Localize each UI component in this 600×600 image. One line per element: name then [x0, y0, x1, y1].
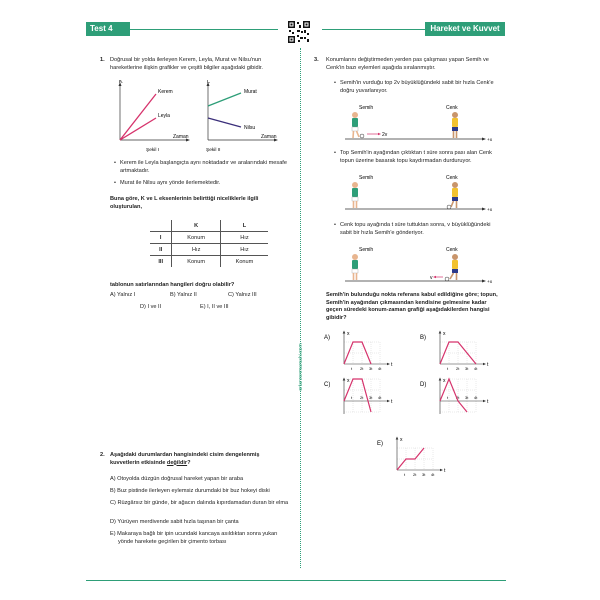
scene-1 — [345, 102, 495, 144]
tick-label: 3t — [465, 366, 469, 371]
scene1-cenk-label: Cenk — [446, 105, 458, 111]
answer-graph-a[interactable] — [322, 330, 402, 374]
q1-ask: tablonun satırlarından hangileri doğru olabilir? — [110, 282, 235, 288]
q1-bullet-2-text: Murat ile Nilsu aynı yönde ilerlemektedir. — [120, 180, 221, 186]
q3-bullet-2: • Top Semih'in ayağından çıktıktan t süre sonra pası alan Cenk topun üzerine basarak topu kaydırmadan durduruyor. — [334, 150, 492, 164]
answer-graph-c[interactable] — [322, 377, 402, 421]
q1-option-d[interactable]: D) I ve II — [140, 304, 162, 310]
ball-icon — [360, 134, 364, 138]
tick-label: 2t — [360, 395, 364, 400]
q2-question-end: ? — [187, 459, 191, 466]
table-row-label: II — [150, 244, 172, 256]
answer-graph-d[interactable] — [418, 377, 498, 421]
y-axis-label: x — [400, 437, 403, 443]
q2-question-emphasis: değildir — [166, 459, 188, 466]
tick-label: t — [351, 366, 353, 371]
tick-label: 4t — [431, 472, 435, 477]
test-label: Test 4 — [90, 24, 113, 33]
q1-bullet-2: • Murat ile Nilsu aynı yönde ilerlemektedir. — [114, 180, 221, 186]
y-axis-label: x — [347, 331, 350, 337]
tick-label: 3t — [465, 395, 469, 400]
tick-label: t — [447, 366, 449, 371]
table-row — [150, 220, 268, 232]
tick-label: t — [404, 472, 406, 477]
x-axis-label: t — [444, 468, 446, 474]
q2-option-a[interactable]: A) Otoyolda düzgün doğrusal hareket yapan bir araba — [110, 476, 244, 482]
table-cell — [150, 220, 172, 232]
q1-option-b[interactable]: B) Yalnız II — [170, 292, 197, 298]
cenk-player-icon — [451, 182, 458, 208]
table-row — [150, 244, 268, 256]
answer-graph-e[interactable] — [375, 436, 455, 480]
q3-intro: Konumlarını değiştirmeden yerden pas çalışması yapan Semih ve Cenk'in bazı eylemleri aşağıda sıralanmıştır. — [326, 57, 489, 71]
answer-graph-label: D) — [420, 382, 427, 388]
scene-2 — [345, 172, 495, 214]
table-header: K — [172, 220, 221, 232]
answer-graph-label: C) — [324, 382, 331, 388]
q1-intro: Doğrusal bir yolda ilerleyen Kerem, Leyla, Murat ve Nilsu'nun hareketlerine ilişkin grafikler ve çeşitli bilgiler aşağıdaki gibidir. — [110, 57, 263, 71]
graph2-line2-label: Nilsu — [244, 125, 256, 131]
graph2-y-label: L — [207, 80, 211, 85]
x-axis-arrow — [483, 400, 486, 403]
q1-bullet-1: • Kerem ile Leyla başlangıçta aynı noktadadır ve aralarındaki mesafe artmaktadır. — [114, 160, 287, 174]
cenk-player-icon — [450, 254, 458, 280]
tick-label: 4t — [378, 366, 382, 371]
graph2-caption: Şekil II — [206, 148, 221, 153]
q2-option-e[interactable]: E) Makaraya bağlı bir ipin ucundaki kancaya asıldıktan sonra yukarı yönde harekete geçirilen bir çimento torbası — [110, 531, 278, 545]
topic-label: Hareket ve Kuvvet — [430, 24, 500, 33]
q3-number: 3. — [314, 57, 319, 63]
x-axis-arrow — [387, 400, 390, 403]
tick-label: 2t — [413, 472, 417, 477]
graph1-caption: Şekil I — [146, 148, 160, 153]
q3-question: Semih'in bulunduğu nokta referans kabul edildiğine göre; topun, Semih'in ayağından çıkmasından kendisine gelmesine kadar geçen süredeki konum-zaman grafiği aşağıdakilerden hangisi gibidir? — [326, 292, 498, 321]
side-url-text: ortanrenmarsahi.com — [298, 343, 304, 391]
scene1-speed-label: 2v — [382, 132, 388, 138]
semih-player-icon — [352, 182, 358, 208]
y-axis-label: x — [443, 331, 446, 337]
answer-graph-label: B) — [420, 335, 426, 341]
x-axis-label: t — [487, 362, 489, 368]
q3-bullet-2-text: Top Semih'in ayağından çıktıktan t süre sonra pası alan Cenk topun üzerine basarak topu kaydırmadan durduruyor. — [340, 150, 492, 164]
scene3-speed-label: v — [430, 275, 433, 281]
q3-bullet-1: • Semih'in vurduğu top 2v büyüklüğündeki sabit bir hızla Cenk'e doğru yuvarlanıyor. — [334, 80, 494, 94]
tick-label: 2t — [456, 395, 460, 400]
semih-player-icon — [352, 112, 359, 138]
q1-option-c[interactable]: C) Yalnız III — [228, 292, 257, 298]
q2-question — [110, 452, 285, 467]
scene2-axis-label: +x — [487, 208, 493, 213]
tick-label: 3t — [422, 472, 426, 477]
y-axis-label: x — [443, 378, 446, 384]
table-cell: Konum — [220, 256, 268, 268]
qr-code-icon — [287, 20, 311, 44]
scene3-axis-label: +x — [487, 280, 493, 285]
header-line-left — [126, 29, 278, 30]
q2-option-c[interactable]: C) Rüzgârsız bir günde, bir ağacın dalında kıpırdamadan duran bir elma — [110, 500, 289, 506]
graph1-y-label: K — [119, 80, 123, 85]
table-row — [150, 256, 268, 268]
table-row-label: I — [150, 232, 172, 244]
q3-bullet-3-text: Cenk topu ayağında t süre tuttuktan sonra, v büyüklüğündeki sabit bir hızla Semih'e gönderiyor. — [340, 222, 491, 236]
table-row — [150, 232, 268, 244]
table-header: L — [220, 220, 268, 232]
tick-label: 2t — [456, 366, 460, 371]
answer-graph-label: A) — [324, 335, 330, 341]
x-axis-label: t — [391, 362, 393, 368]
q1-table — [150, 220, 268, 267]
x-axis-arrow — [440, 469, 443, 472]
y-axis-arrow — [343, 331, 346, 334]
q3-bullet-3: • Cenk topu ayağında t süre tuttuktan sonra, v büyüklüğündeki sabit bir hızla Semih'e gönderiyor. — [334, 222, 491, 236]
ball-icon — [447, 205, 451, 209]
tick-label: 2t — [360, 366, 364, 371]
scene3-semih-label: Semih — [359, 247, 374, 253]
table-cell: Konum — [172, 256, 221, 268]
header-line-right — [322, 29, 425, 30]
answer-graph-label: E) — [377, 441, 383, 447]
q1-option-e[interactable]: E) I, II ve III — [200, 304, 229, 310]
cenk-player-icon — [452, 112, 458, 138]
q2-option-d[interactable]: D) Yürüyen merdivende sabit hızla taşınan bir çanta — [110, 519, 239, 525]
y-axis-label: x — [347, 378, 350, 384]
tick-label: t — [447, 395, 449, 400]
header-topic-label — [425, 22, 505, 36]
scene3-cenk-label: Cenk — [446, 247, 458, 253]
scene1-axis-label: +x — [487, 138, 493, 143]
graph1-line2-label: Leyla — [158, 113, 170, 119]
x-axis-label: t — [487, 399, 489, 405]
graph2-line1-label: Murat — [244, 89, 257, 95]
x-axis-label: t — [391, 399, 393, 405]
tick-label: t — [351, 395, 353, 400]
y-axis-arrow — [396, 437, 399, 440]
tick-label: 4t — [474, 395, 478, 400]
answer-graph-b[interactable] — [418, 330, 498, 374]
q1-option-a[interactable]: A) Yalnız I — [110, 292, 136, 298]
tick-label: 4t — [474, 366, 478, 371]
q1-number: 1. — [100, 57, 105, 63]
table-cell: Hız — [220, 232, 268, 244]
y-axis-arrow — [439, 331, 442, 334]
graph1-x-label: Zaman — [173, 134, 189, 140]
scene-3 — [345, 244, 495, 286]
table-cell: Konum — [172, 232, 221, 244]
x-axis-arrow — [387, 363, 390, 366]
q2-question-text: Aşağıdaki durumlardan hangisindeki cisim dengelenmiş kuvvetlerin etkisinde — [110, 452, 260, 466]
q1-question: Buna göre, K ve L eksenlerinin belirttiği niceliklerle ilgili oluşturulan, — [110, 196, 259, 210]
tick-label: 4t — [378, 395, 382, 400]
q1-graph-1 — [110, 80, 195, 155]
q1-bullet-1-text: Kerem ile Leyla başlangıçta aynı noktadadır ve aralarındaki mesafe artmaktadır. — [120, 160, 287, 174]
x-axis-arrow — [483, 363, 486, 366]
scene2-cenk-label: Cenk — [446, 175, 458, 181]
q1-graph-2 — [198, 80, 288, 155]
ball-icon — [445, 277, 449, 281]
column-divider — [300, 48, 302, 568]
table-cell: Hız — [172, 244, 221, 256]
plot-line — [344, 342, 371, 364]
graph2-x-label: Zaman — [261, 134, 277, 140]
tick-label: 3t — [369, 366, 373, 371]
q2-option-b[interactable]: B) Buz pistinde ilerleyen eylemsiz durumdaki bir buz hokeyi diski — [110, 488, 270, 494]
q3-bullet-1-text: Semih'in vurduğu top 2v büyüklüğündeki sabit bir hızla Cenk'e doğru yuvarlanıyor. — [340, 80, 494, 94]
tick-label: 3t — [369, 395, 373, 400]
semih-player-icon — [352, 254, 358, 280]
table-cell: Hız — [220, 244, 268, 256]
graph1-line1-label: Kerem — [158, 89, 173, 95]
side-url — [294, 330, 308, 410]
q2-number: 2. — [100, 452, 105, 458]
footer-line — [86, 580, 506, 581]
scene2-semih-label: Semih — [359, 175, 374, 181]
header-test-label — [86, 22, 130, 36]
scene1-semih-label: Semih — [359, 105, 374, 111]
table-row-label: III — [150, 256, 172, 268]
